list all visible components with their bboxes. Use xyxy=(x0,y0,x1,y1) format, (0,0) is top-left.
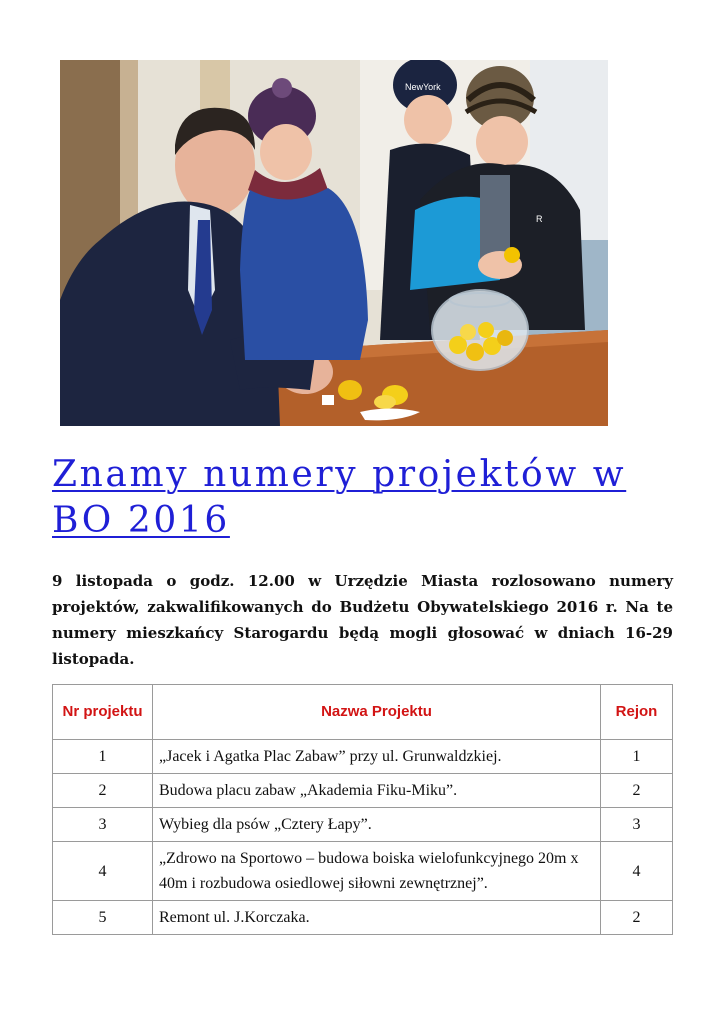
article-lead: 9 listopada o godz. 12.00 w Urzędzie Miasta rozlosowano numery projektów, zakwalifikowanych do Budżetu Obywatelskiego 2016 r. Na te numery mieszkańcy Starogardu będą mogli głosować w dniach 16-29 listopada. xyxy=(52,572,673,668)
header-rejon: Rejon xyxy=(601,685,673,740)
row-rejon: 1 xyxy=(601,740,673,774)
row-name: Budowa placu zabaw „Akademia Fiku-Miku”. xyxy=(153,774,601,808)
article-title[interactable]: Znamy numery projektów w BO 2016 xyxy=(52,454,627,541)
row-nr: 3 xyxy=(53,808,153,842)
photo-illustration xyxy=(60,60,608,426)
table-row xyxy=(53,842,673,901)
row-name: „Zdrowo na Sportowo – budowa boiska wielofunkcyjnego 20m x 40m i rozbudowa osiedlowej siłowni zewnętrznej”. xyxy=(153,842,601,901)
table-row xyxy=(53,808,673,842)
row-rejon: 2 xyxy=(601,901,673,935)
table-row xyxy=(53,901,673,935)
row-name: Wybieg dla psów „Cztery Łapy”. xyxy=(153,808,601,842)
row-rejon: 3 xyxy=(601,808,673,842)
row-rejon: 2 xyxy=(601,774,673,808)
row-nr: 4 xyxy=(53,842,153,901)
article-photo xyxy=(60,60,608,426)
header-name: Nazwa Projektu xyxy=(153,685,601,740)
jacket-logo: R xyxy=(536,214,543,224)
table-header-row xyxy=(53,685,673,740)
table-row xyxy=(53,774,673,808)
row-name: „Jacek i Agatka Plac Zabaw” przy ul. Grunwaldzkiej. xyxy=(153,740,601,774)
row-nr: 1 xyxy=(53,740,153,774)
row-name: Remont ul. J.Korczaka. xyxy=(153,901,601,935)
row-nr: 5 xyxy=(53,901,153,935)
projects-table xyxy=(52,684,673,935)
header-nr: Nr projektu xyxy=(53,685,153,740)
hat-text: NewYork xyxy=(405,82,441,92)
row-rejon: 4 xyxy=(601,842,673,901)
table-row xyxy=(53,740,673,774)
row-nr: 2 xyxy=(53,774,153,808)
